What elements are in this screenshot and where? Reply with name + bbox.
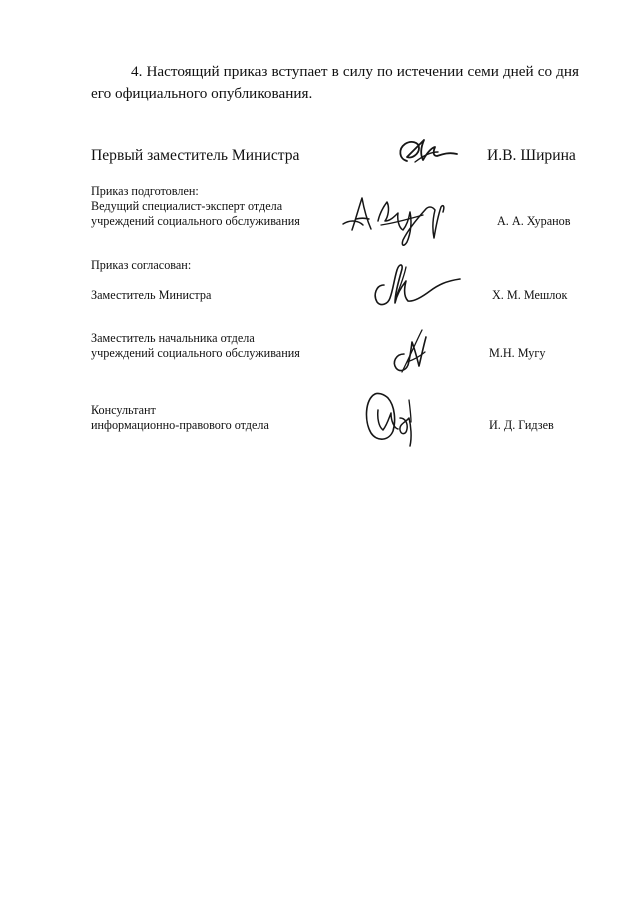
deputy-minister-name: Х. М. Мешлок [492,288,568,302]
consultant-position-line-1: Консультант [91,403,156,417]
deputy-head-position-line-2: учреждений социального обслуживания [91,346,300,360]
agreed-heading: Приказ согласован: [91,258,192,272]
first-deputy-name: И.В. Ширина [487,147,576,164]
deputy-minister-position: Заместитель Министра [91,288,212,302]
deputy-head-position-line-1: Заместитель начальника отдела [91,331,255,345]
prepared-name: А. А. Хуранов [497,214,571,228]
consultant-position-line-2: информационно-правового отдела [91,418,269,432]
deputy-minister-signature [366,258,466,310]
prepared-signature [337,190,449,252]
clause-paragraph [91,61,579,105]
first-deputy-position: Первый заместитель Министра [91,147,300,164]
deputy-head-signature [387,324,432,376]
prepared-position-line-1: Ведущий специалист-эксперт отдела [91,199,283,213]
deputy-head-name: М.Н. Мугу [489,346,546,360]
consultant-name: И. Д. Гидзев [489,418,554,432]
clause-line-1: 4. Настоящий приказ вступает в силу по истечении семи дней со дня [131,63,579,80]
prepared-position-line-2: учреждений социального обслуживания [91,214,300,228]
consultant-signature [362,388,420,448]
first-deputy-signature [393,135,463,170]
clause-line-2: его официального опубликования. [91,85,313,102]
prepared-heading: Приказ подготовлен: [91,184,199,198]
